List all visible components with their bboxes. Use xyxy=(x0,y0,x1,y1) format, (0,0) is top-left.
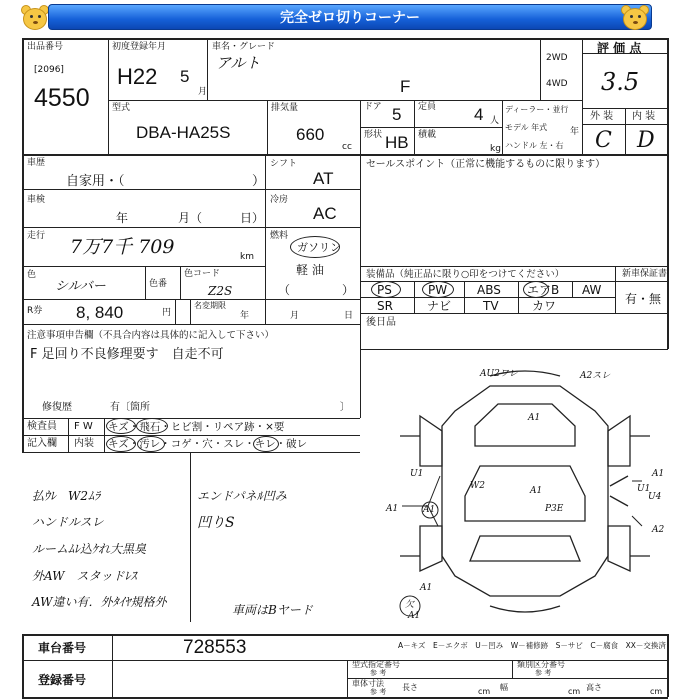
hand-note-right-1: エンドパネﾙ凹み xyxy=(197,489,287,503)
model-label: 型式 xyxy=(112,103,131,113)
equip-ps: PS xyxy=(377,283,392,297)
registration-number-label: 登録番号 xyxy=(38,673,87,687)
length-unit: cm xyxy=(478,687,491,696)
equip-leather: カワ xyxy=(532,299,557,313)
first-registration-label: 初度登録年月 xyxy=(112,42,167,52)
diagram-label-a1-left: A1 xyxy=(386,504,399,514)
car-name: アルト xyxy=(216,54,261,72)
interior-check-label: 内装 xyxy=(74,438,94,449)
height-label: 高さ xyxy=(586,683,602,692)
transfer-day: 日 xyxy=(344,311,354,321)
capacity-unit: 人 xyxy=(490,116,500,126)
hand-note-4: 外AW スタッドﾚｽ xyxy=(32,569,137,583)
diagram-label-a1-rear: A1 xyxy=(408,611,421,621)
height-unit: cm xyxy=(650,687,663,696)
displacement-label: 排気量 xyxy=(271,103,299,113)
mascot-bear-left-icon xyxy=(18,2,52,34)
mascot-bear-right-icon xyxy=(618,2,652,34)
diagram-label-a2-top: A2スレ xyxy=(580,371,611,381)
equip-aw: AW xyxy=(582,283,602,297)
load-unit: kg xyxy=(490,144,501,154)
overall-score: 3.5 xyxy=(601,68,640,96)
hand-note-5: AW違い有．外ﾀｲﾔ規格外 xyxy=(32,595,167,609)
equip-navi: ナビ xyxy=(427,299,452,313)
diagram-label-a1-door: A1 xyxy=(423,505,436,515)
hand-note-right-2: 凹りS xyxy=(197,515,235,531)
diagram-label-w2: W2 xyxy=(470,481,485,491)
body-dims-ref: 参 考 xyxy=(370,688,387,696)
doors-value: 5 xyxy=(392,105,402,124)
color-value: シルバー xyxy=(55,279,106,294)
diagram-label-p3e: P3E xyxy=(545,504,564,514)
notes-text: F 足回り不良修理要す 自走不可 xyxy=(30,347,224,362)
mileage-unit: km xyxy=(240,252,254,262)
fuel-paren-close: ） xyxy=(342,283,355,297)
equip-ps-circle xyxy=(371,281,401,298)
equipment-label: 装備品（純正品に限り○印をつけてください） xyxy=(366,269,565,280)
repair-history-close: 〕 xyxy=(340,402,350,413)
fw-check-items: キズ・飛石・ヒビ割・リペア跡・×要 xyxy=(108,421,285,433)
shift-label: シフト xyxy=(270,159,298,169)
banner-title: 完全ゼロ切りコーナー xyxy=(48,4,652,30)
registration-month: 5 xyxy=(180,67,190,86)
dealer-label: ディーラー・並行 xyxy=(505,105,569,114)
inspection-day: 日） xyxy=(240,211,265,225)
body-dims-label: 車体寸法 xyxy=(352,679,384,688)
equip-airbag-circle xyxy=(523,281,549,298)
capacity-label: 定員 xyxy=(418,102,437,112)
hand-note-1: 払ｳﾚ W2ﾑﾗ xyxy=(32,489,100,503)
class-number-ref: 参 考 xyxy=(535,669,552,677)
color-label: 色 xyxy=(27,270,37,280)
hand-note-3: ルームﾑﾚ込ｹれ大黒臭 xyxy=(32,542,147,556)
inspection-month: 月（ xyxy=(178,211,203,225)
diagram-label-au2: AU2ワレ xyxy=(480,369,518,379)
width-unit: cm xyxy=(568,687,581,696)
diagram-label-a1-center: A1 xyxy=(530,486,543,496)
drive-4wd: 4WD xyxy=(546,79,568,89)
warranty-label: 新車保証書 xyxy=(622,269,668,279)
fw-label: F W xyxy=(74,421,93,432)
class-number-label: 類別区分番号 xyxy=(517,660,565,669)
fuel-gasoline: ガソリン xyxy=(297,241,341,254)
diagram-label-u4: U4 xyxy=(648,492,662,502)
shift-value: AT xyxy=(313,169,334,188)
diagram-label-u1-right: U1 xyxy=(637,484,651,494)
diagram-label-u1-left: U1 xyxy=(410,469,424,479)
year-unit: 年 xyxy=(570,127,580,137)
lot-number: 4550 xyxy=(34,84,90,112)
shape-value: HB xyxy=(385,133,409,152)
vehicle-history-value: 自家用・（ xyxy=(66,174,125,189)
diagram-label-a1-right-top: A1 xyxy=(652,469,665,479)
equip-airbag: エアB xyxy=(527,283,560,297)
equip-sr: SR xyxy=(377,299,393,313)
recycle-unit: 円 xyxy=(162,308,172,318)
hand-note-yard: 車両はBヤード xyxy=(232,603,313,617)
displacement-value: 660 xyxy=(296,125,325,144)
model-designation-label: 型式指定番号 xyxy=(352,660,400,669)
color-number-label: 色番 xyxy=(149,279,168,289)
exterior-grade: C xyxy=(595,128,612,153)
registration-month-unit: 月 xyxy=(198,87,208,97)
sales-point-label: セールスポイント（正常に機能するものに限ります） xyxy=(366,159,606,170)
rear-items-label: 後日品 xyxy=(366,317,396,328)
model-year-label: モデル 年式 xyxy=(505,123,548,132)
lot-number-label: 出品番号 xyxy=(27,42,64,52)
equip-tv: TV xyxy=(483,299,499,313)
exterior-grade-label: 外 装 xyxy=(590,111,614,122)
transfer-year: 年 xyxy=(240,311,250,321)
entry-label: 記入欄 xyxy=(27,438,57,449)
fuel-diesel: 軽 油 xyxy=(296,263,324,277)
grade-label: 評 価 点 xyxy=(597,41,642,55)
inspection-label: 車検 xyxy=(27,195,46,205)
fuel-paren-open: （ xyxy=(278,283,291,297)
color-code: Z2S xyxy=(208,284,233,298)
capacity-value: 4 xyxy=(474,105,484,124)
hand-note-2: ハンドルスレ xyxy=(32,515,104,529)
legend: A－キズ E－エクボ U－凹み W－補修跡 S－サビ C－腐食 XX－交換済 xyxy=(398,641,666,650)
interior-grade: D xyxy=(637,128,655,153)
aircon-label: 冷房 xyxy=(270,195,289,205)
notes-label: 注意事項申告欄（不具合内容は具体的に記入して下さい） xyxy=(27,330,275,341)
transfer-deadline-label: 名変期限 xyxy=(194,301,226,310)
diagram-label-a2-right: A2 xyxy=(652,525,665,535)
recycle-amount: 8, 840 xyxy=(76,303,124,322)
recycle-label: R券 xyxy=(27,306,43,316)
vehicle-history-close: ） xyxy=(252,174,266,189)
warranty-value: 有・無 xyxy=(625,292,662,306)
inspection-year: 年 xyxy=(116,211,129,225)
model-designation-ref: 参 考 xyxy=(370,669,387,677)
diagram-label-a1-roof: A1 xyxy=(528,413,541,423)
aircon-value: AC xyxy=(313,204,337,223)
transfer-month: 月 xyxy=(290,311,300,321)
drive-2wd: 2WD xyxy=(546,53,568,63)
lot-sub-code: [2096] xyxy=(34,65,64,75)
chassis-number: 728553 xyxy=(183,637,247,658)
model-code: DBA-HA25S xyxy=(136,123,231,142)
equip-pw-circle xyxy=(422,281,454,298)
displacement-unit: cc xyxy=(342,142,352,152)
diagram-label-missing: 欠 xyxy=(405,600,415,610)
registration-era-year: H22 xyxy=(117,64,158,89)
mileage-value: 7万7千 709 xyxy=(70,236,175,258)
interior-check-items: キズ・汚レ・コゲ・穴・スレ・キレ・破レ xyxy=(108,438,308,450)
vehicle-history-label: 車歴 xyxy=(27,158,46,168)
car-name-label: 車名・グレード xyxy=(212,42,276,52)
repair-history-value: 有〔箇所 xyxy=(110,402,150,413)
shape-label: 形状 xyxy=(364,130,383,140)
length-label: 長さ xyxy=(402,683,418,692)
car-grade: F xyxy=(400,77,411,96)
mileage-label: 走行 xyxy=(27,231,46,241)
equip-pw: PW xyxy=(428,283,448,297)
chassis-label: 車台番号 xyxy=(38,641,87,655)
fuel-label: 燃料 xyxy=(270,231,289,241)
inspector-label: 検査員 xyxy=(27,421,57,432)
load-label: 積載 xyxy=(418,130,437,140)
handle-label: ハンドル 左・右 xyxy=(505,141,564,150)
interior-grade-label: 内 装 xyxy=(632,111,656,122)
width-label: 幅 xyxy=(500,683,508,692)
equip-abs: ABS xyxy=(477,283,501,297)
repair-history-label: 修復歴 xyxy=(42,402,72,413)
doors-label: ドア xyxy=(364,102,382,112)
color-code-label: 色コード xyxy=(184,269,221,279)
diagram-label-a1-bottom: A1 xyxy=(420,583,433,593)
